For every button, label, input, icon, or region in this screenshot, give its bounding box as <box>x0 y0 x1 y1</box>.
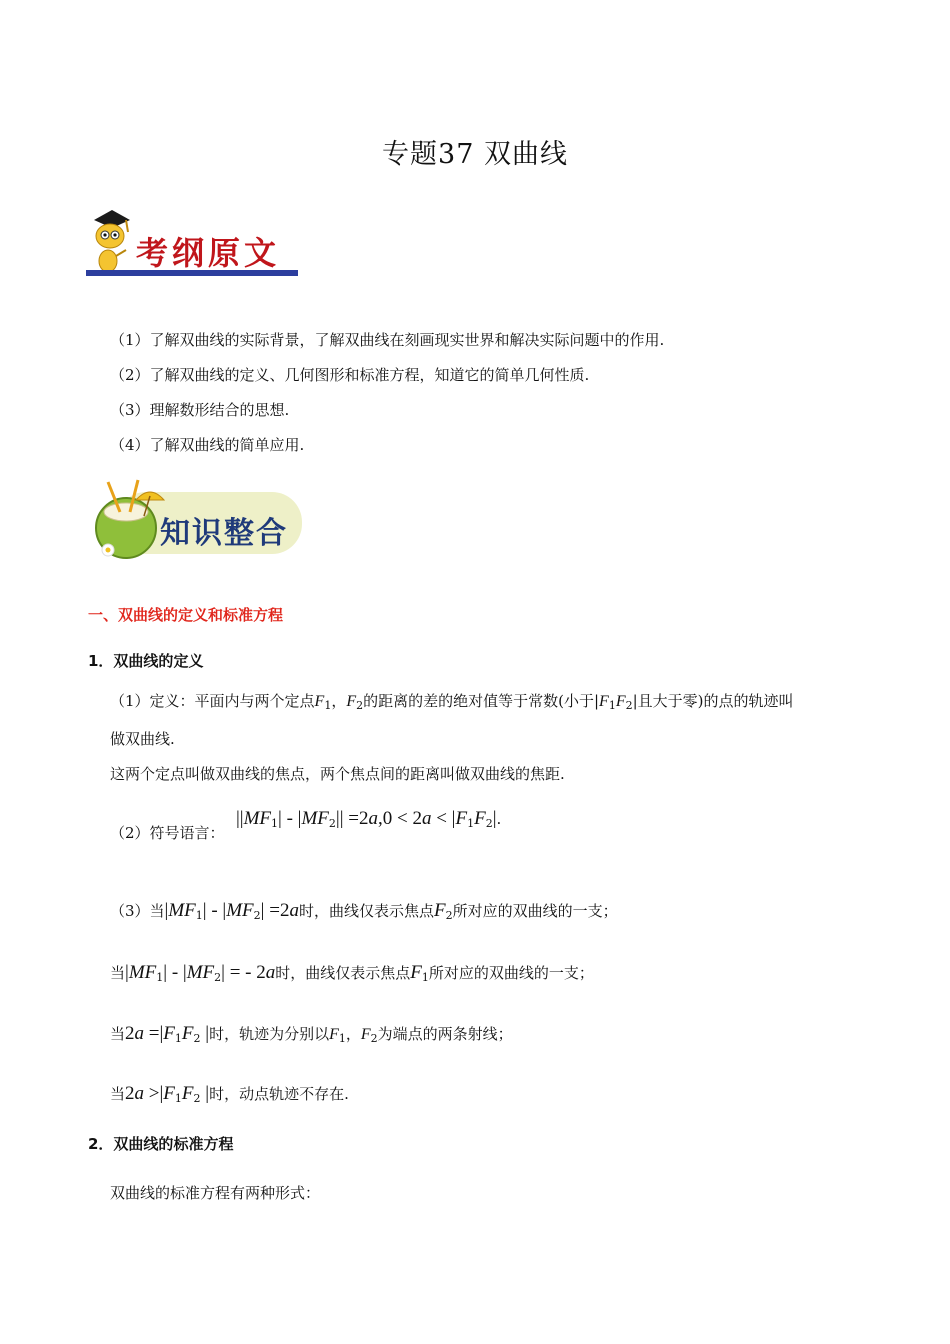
case-branch-f2: （3）当$|MF_1| - |MF_2| =2a$时，曲线仅表示焦点$F_2$所对应的双曲线的一支； <box>110 900 618 922</box>
knowledge-banner-text: 知识整合 <box>160 516 288 551</box>
section-heading: 一、双曲线的定义和标准方程 <box>88 606 284 624</box>
outline-item-1: （1）了解双曲线的实际背景，了解双曲线在刻画现实世界和解决实际问题中的作用. <box>110 331 665 349</box>
definition-paragraph: （1）定义：平面内与两个定点$F_1$，$F_2$的距离的差的绝对值等于常数(小于$|F_1F_2|$且大于零)的点的轨迹叫 <box>110 692 794 712</box>
outline-item-2: （2）了解双曲线的定义、几何图形和标准方程，知道它的简单几何性质. <box>110 366 590 384</box>
standard-equation-intro: 双曲线的标准方程有两种形式： <box>110 1184 321 1202</box>
case-branch-f1: 当$|MF_1| - |MF_2|$ = - 2a时，曲线仅表示焦点$F_1$所对应的双曲线的一支； <box>110 962 594 984</box>
page-title: 专题37 双曲线 <box>382 139 568 170</box>
outline-item-3: （3）理解数形结合的思想. <box>110 401 290 419</box>
symbol-formula: $||MF_1| - |MF_2|| =2a,0 < 2a < |F_1F_2|$. <box>236 808 502 830</box>
case-rays: 当$2a =|F_1F_2$ |时，轨迹为分别以$F_1$，$F_2$为端点的两条射线； <box>110 1023 513 1045</box>
case-no-locus: 当$2a >|F_1F_2$ |时，动点轨迹不存在. <box>110 1083 349 1105</box>
outline-banner <box>86 206 302 282</box>
definition-continued: 做双曲线. <box>110 730 175 748</box>
subsection-heading-2: 2．双曲线的标准方程 <box>88 1135 234 1153</box>
symbol-language-label: （2）符号语言： <box>110 824 225 842</box>
subsection-heading-1: 1．双曲线的定义 <box>88 652 204 670</box>
outline-item-4: （4）了解双曲线的简单应用. <box>110 436 305 454</box>
foci-paragraph: 这两个定点叫做双曲线的焦点，两个焦点间的距离叫做双曲线的焦距. <box>110 765 565 783</box>
knowledge-banner <box>86 478 306 566</box>
outline-banner-text: 考纲原文 <box>136 234 281 272</box>
